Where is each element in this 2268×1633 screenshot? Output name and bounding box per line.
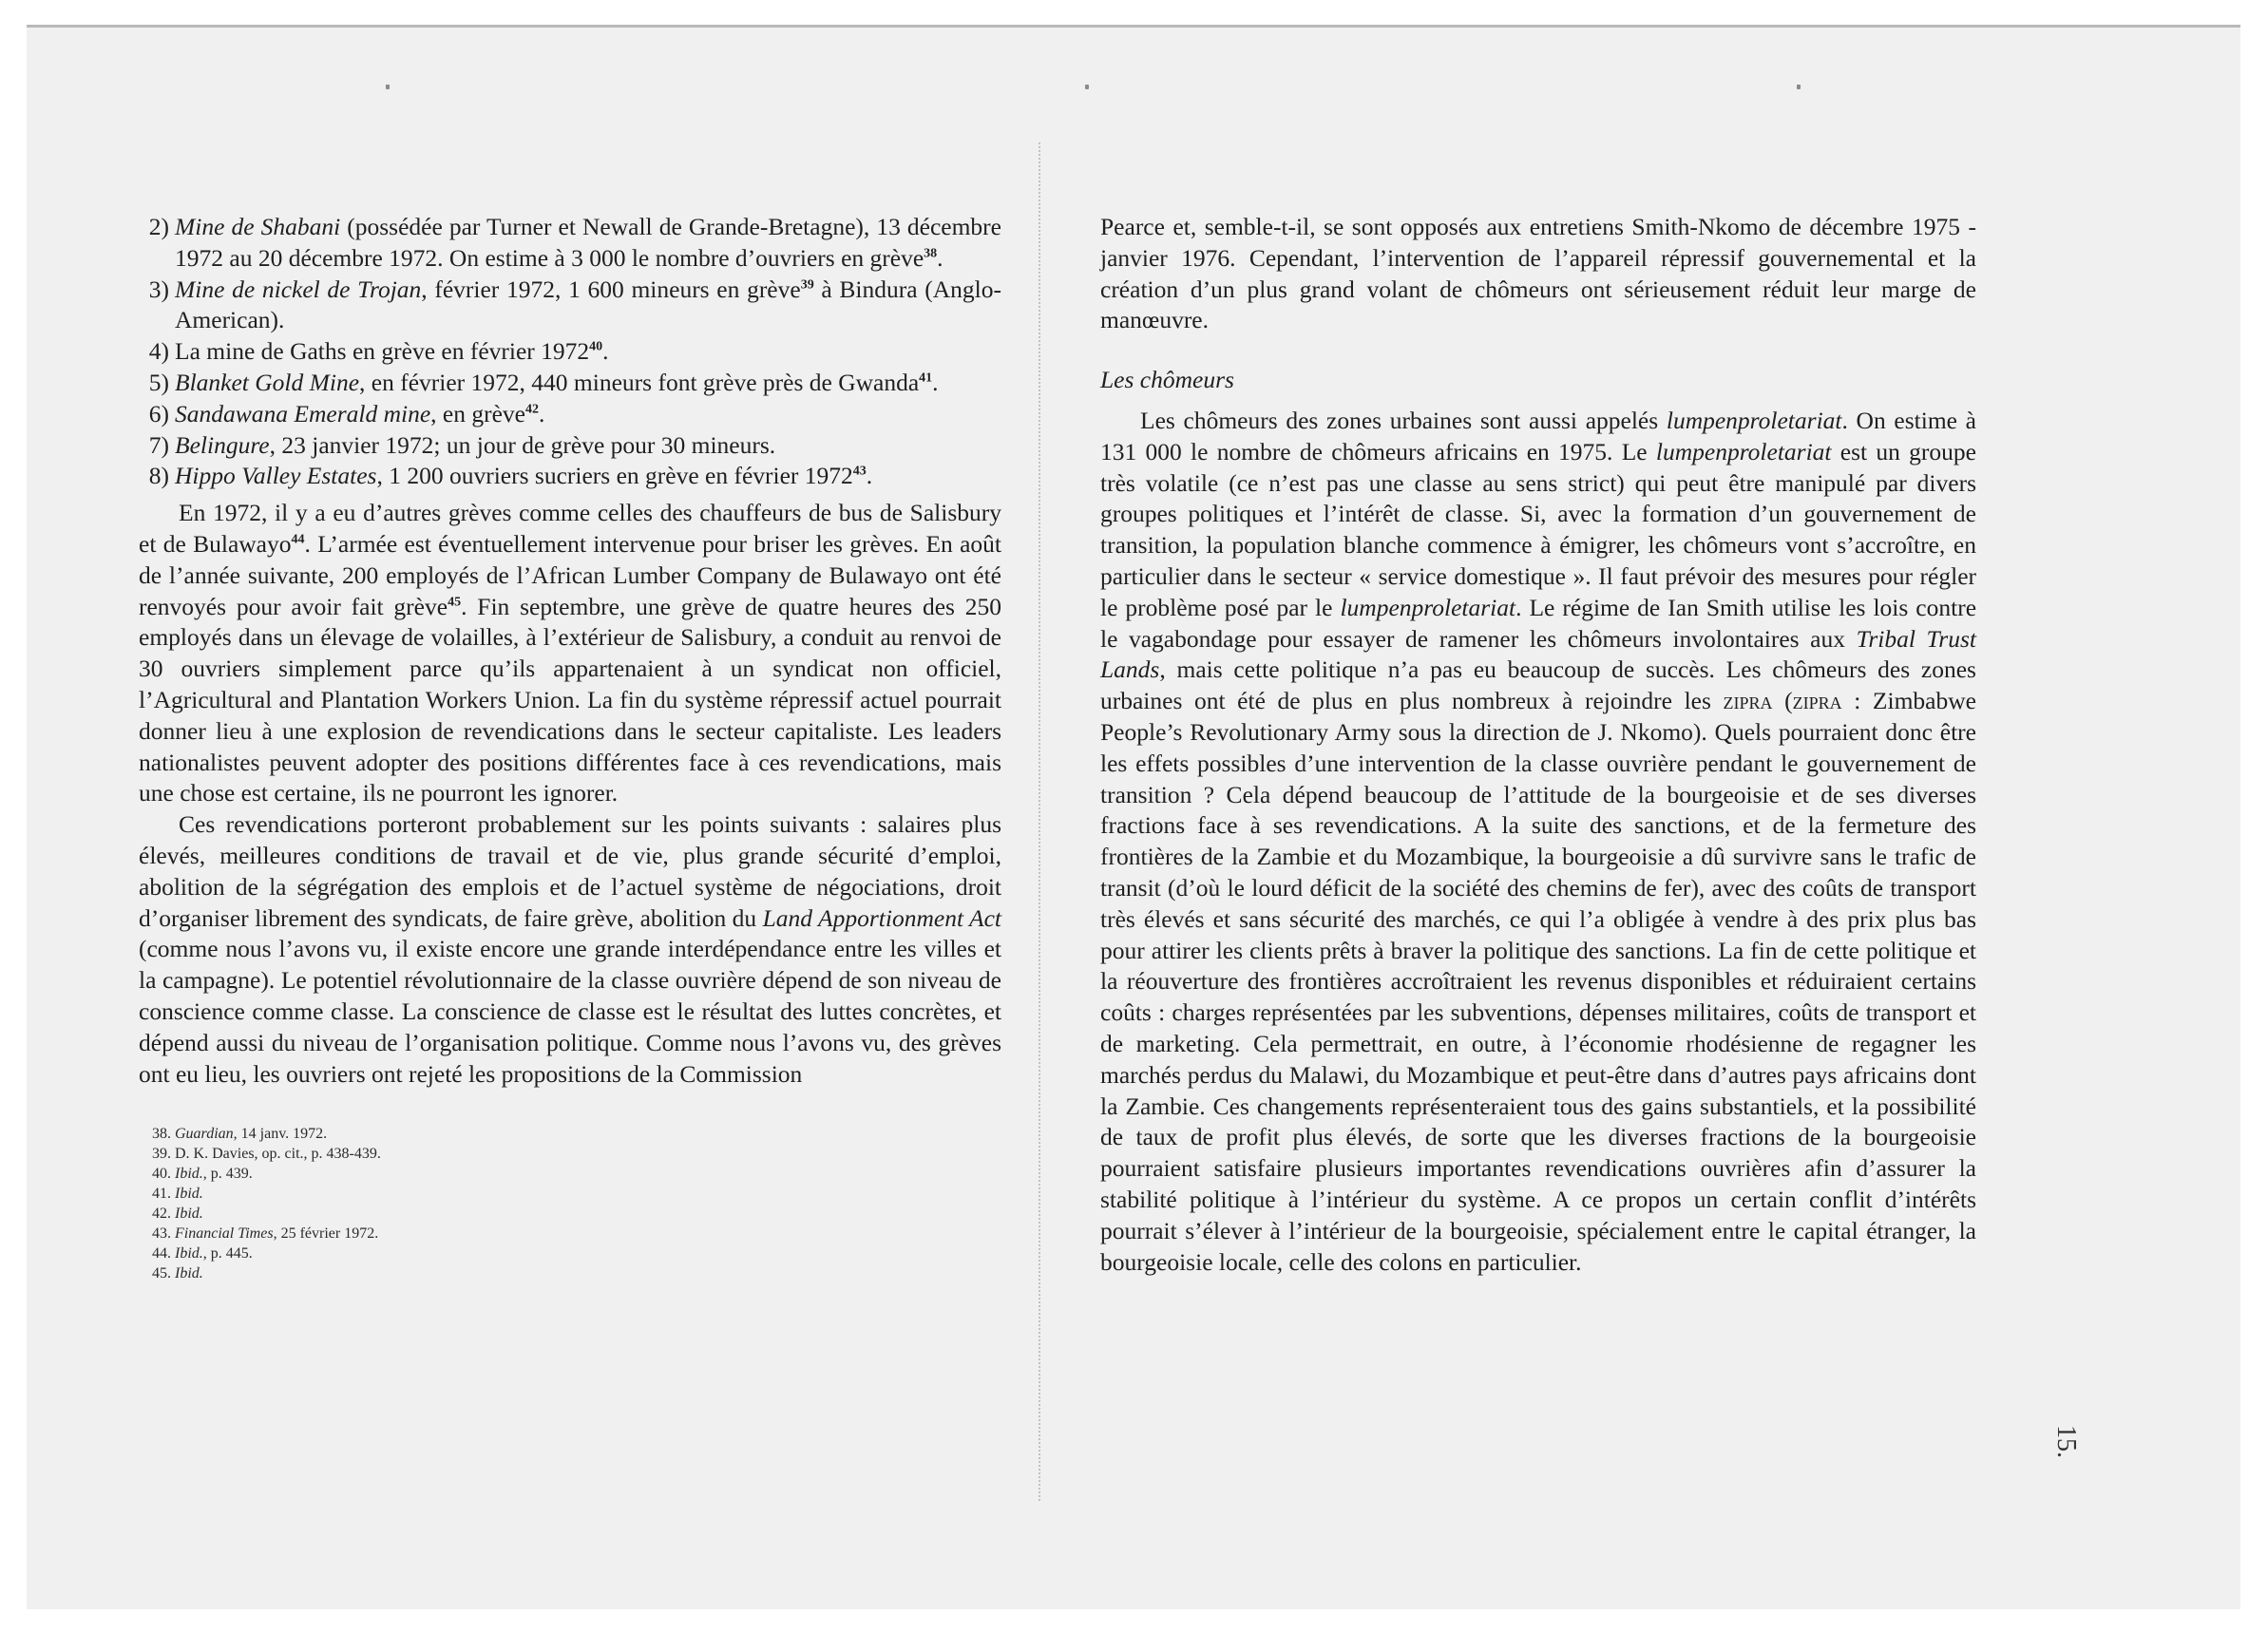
footnote: 39. D. K. Davies, op. cit., p. 438-439. [152,1146,381,1163]
list-item: 2) Mine de Shabani (possédée par Turner et Newall de Grande-Bretagne), 13 décembre 1972 au 20 décembre 1972. On estime à 3 000 le nombre d’ouvriers en grève$^{38}$. [148,213,1001,272]
page-number: 15. [2051,1425,2081,1458]
right-column [1100,212,1976,1278]
scan-speck [1797,85,1801,89]
body-paragraph: Les chômeurs des zones urbaines sont aussi appelés lumpenproletariat. On estime à 131 000 le nombre de chômeurs africains en 1975. Le lumpenproletariat est un groupe très volatile (ce n’est pas une classe au sens strict) qui peut être manipulé par divers groupes politiques et l’intérêt de classe. Si, avec la formation d’un gouvernement de transition, la population blanche commence à émigrer, les chômeurs vont s’accroître, en particulier dans le secteur « service domestique ». Il faut prévoir des mesures pour régler le problème posé par le lumpenproletariat. Le régime de Ian Smith utilise les lois contre le vagabondage pour essayer de ramener les chômeurs involontaires aux Tribal Trust Lands, mais cette politique n’a pas eu beaucoup de succès. Les chômeurs des zones urbaines ont été de plus en plus nombreux à rejoindre les zipra (zipra : Zimbabwe People’s Revolutionary Army sous la direction de J. Nkomo). Quels pourraient donc être les effets possibles d’une intervention de la classe ouvrière pendant le gouvernement de transition ? Cela dépend beaucoup de l’attitude de la bourgeoisie et de ses diverses fractions face à ses revendications. A la suite des sanctions, et de la fermeture des frontières de la Zambie et du Mozambique, la bourgeoisie a dû survivre sans le trafic de transit (d’où le lourd déficit de la société des chemins de fer), avec des coûts de transport très élevés et sans sécurité des marchés, ce qui l’a obligée à vendre à des prix plus bas pour attirer les clients prêts à braver la politique des sanctions. La fin de cette politique et la réouverture des frontières accroîtraient les revenus disponibles et réduiraient certains coûts : charges représentées par les subventions, dépenses militaires, coûts de transport et de marketing. Cela permettrait, en outre, à l’économie rhodésienne de regagner les marchés perdus du Malawi, du Mozambique et peut-être dans d’autres pays africains dont la Zambie. Ces changements représenteraient tous des gains substantiels, et la possibilité de taux de profit plus élevés, de sorte que les diverses fractions de la bourgeoisie pourraient satisfaire plusieurs importantes revendications ouvrières afin d’assurer la stabilité politique à l’intérieur du système. A ce propos un certain conflit d’intérêts pourrait s’élever à l’intérieur de la bourgeoisie, spécialement entre le capital étranger, la bourgeoisie locale, celle des colons en particulier. [1100,406,1977,1276]
strike-list [139,212,1001,492]
scan-speck [386,85,390,89]
page-gutter [1039,142,1040,1501]
footnote: 41. Ibid. [152,1186,203,1203]
footnote: 42. Ibid. [152,1206,203,1223]
list-item: 6) Sandawana Emerald mine, en grève$^{42}$. [148,399,545,427]
body-paragraph: En 1972, il y a eu d’autres grèves comme celles des chauffeurs de bus de Salisbury et de Bulawayo$^{44}$. L’armée est éventuellement intervenue pour briser les grèves. En août de l’année suivante, 200 employés de l’African Lumber Company de Bulawayo ont été renvoyés pour avoir fait grève$^{45}$. Fin septembre, une grève de quatre heures des 250 employés dans un élevage de volailles, à l’extérieur de Salisbury, a conduit au renvoi de 30 ouvriers simplement parce qu’ils appartenaient à un syndicat non officiel, l’Agricultural and Plantation Workers Union. La fin du système répressif actuel pourrait donner lieu à une explosion de revendications dans le secteur capitaliste. Les leaders nationalistes peuvent adopter des positions différentes face à ces revendications, mais une chose est certaine, ils ne pourront les ignorer. [139,499,1002,807]
body-paragraph: Ces revendications porteront probablement sur les points suivants : salaires plus élevés, meilleures conditions de travail et de vie, plus grande sécurité d’emploi, abolition de la ségrégation des emplois et de l’actuel système de négociations, droit d’organiser librement des syndicats, de faire grève, abolition du Land Apportionment Act (comme nous l’avons vu, il existe encore une grande interdépendance entre les villes et la campagne). Le potentiel révolutionnaire de la classe ouvrière dépend de son niveau de conscience comme classe. La conscience de classe est le résultat des luttes concrètes, et dépend aussi du niveau de l’organisation politique. Comme nous l’avons vu, des grèves ont eu lieu, les ouvriers ont rejeté les propositions de la Commission [139,810,1002,1088]
section-title: Les chômeurs [1100,366,1234,394]
footnote: 40. Ibid., p. 439. [152,1166,253,1183]
list-item: 8) Hippo Valley Estates, 1 200 ouvriers sucriers en grève en février 1972$^{43}$. [148,462,873,490]
list-item: 3) Mine de nickel de Trojan, février 1972, 1 600 mineurs en grève$^{39}$ à Bindura (Anglo-American). [148,275,1001,334]
list-item: 5) Blanket Gold Mine, en février 1972, 440 mineurs font grève près de Gwanda$^{41}$. [148,368,939,396]
footnote: 45. Ibid. [152,1265,203,1282]
body-paragraph: Pearce et, semble-t-il, se sont opposés aux entretiens Smith-Nkomo de décembre 1975 - janvier 1976. Cependant, l’intervention de l’appareil répressif gouvernemental et la création d’un plus grand volant de chômeurs ont sérieusement réduit leur marge de manœuvre. [1100,213,1976,334]
list-item: 7) Belingure, 23 janvier 1972; un jour de grève pour 30 mineurs. [148,430,776,459]
left-column [139,212,1001,1283]
footnotes [139,1124,1001,1283]
scan-speck [1085,85,1089,89]
footnote: 38. Guardian, 14 janv. 1972. [152,1126,328,1143]
list-item: 4) La mine de Gaths en grève en février 1972$^{40}$. [148,337,609,366]
footnote: 44. Ibid., p. 445. [152,1245,253,1263]
footnote: 43. Financial Times, 25 février 1972. [152,1225,379,1243]
